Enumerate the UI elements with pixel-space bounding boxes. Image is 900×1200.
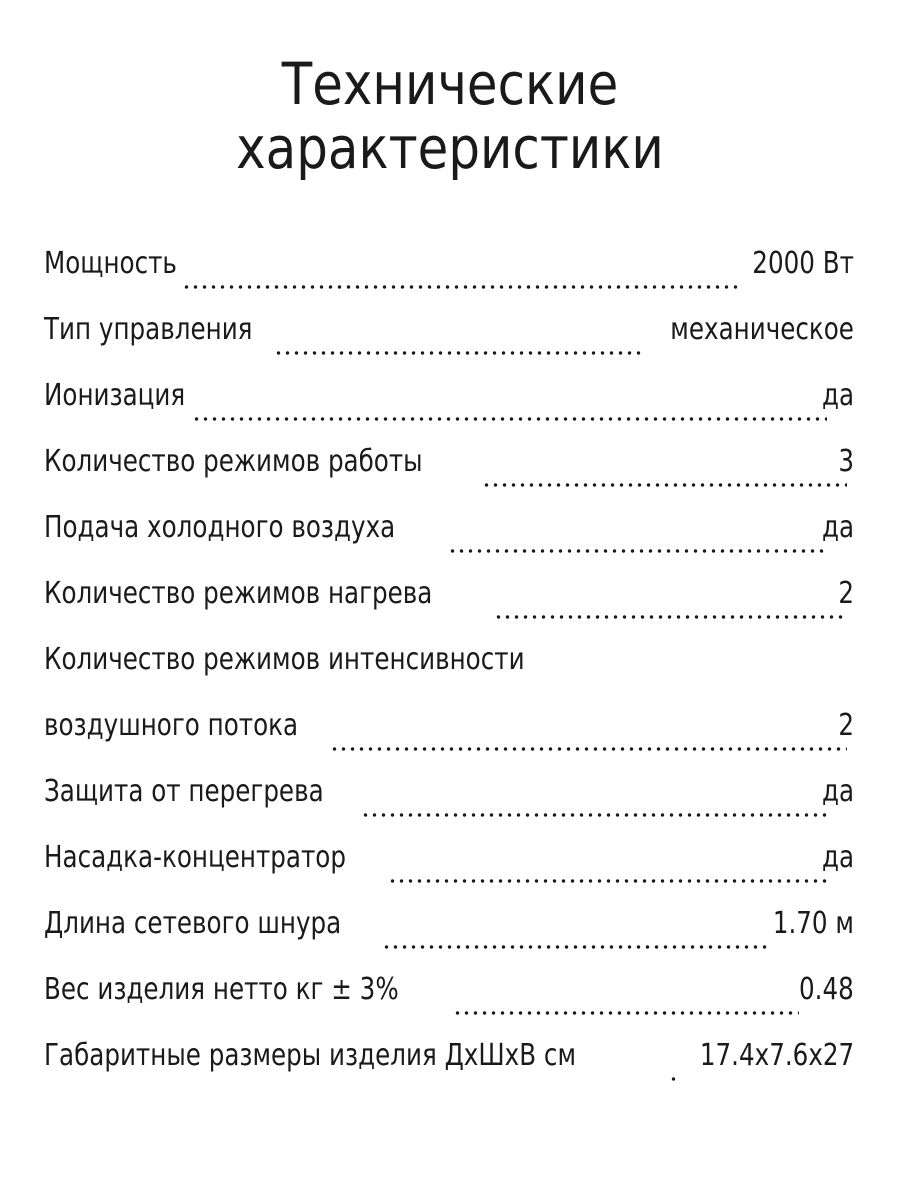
spec-value: да (821, 510, 854, 545)
spec-label: Габаритные размеры изделия ДхШхВ см (44, 1038, 577, 1073)
title-line-1: Технические (281, 50, 619, 118)
spec-value: 2 (838, 708, 854, 743)
spec-label: Подача холодного воздуха (44, 510, 396, 545)
spec-row-dimensions (44, 1030, 854, 1096)
dot-leader (482, 482, 847, 488)
spec-value: 2000 Вт (752, 246, 854, 281)
dot-leader (669, 1076, 678, 1082)
dot-leader (274, 350, 642, 356)
spec-label: Ионизация (44, 378, 186, 413)
spec-row-overheat-protection (44, 766, 854, 832)
spec-row-cord-length (44, 898, 854, 964)
spec-value: 0.48 (799, 972, 854, 1007)
spec-label: Количество режимов интенсивности (44, 642, 525, 677)
spec-label: Вес изделия нетто кг ± 3% (44, 972, 399, 1007)
spec-label: Количество режимов работы (44, 444, 423, 479)
spec-label: воздушного потока (44, 708, 299, 743)
spec-value: да (821, 840, 854, 875)
spec-value: механическое (670, 312, 854, 347)
dot-leader (453, 1010, 800, 1016)
title-line-2: характеристики (236, 114, 664, 182)
page-title (63, 52, 837, 180)
spec-label: Длина сетевого шнура (44, 906, 342, 941)
spec-label: Насадка-концентратор (44, 840, 346, 875)
spec-label: Тип управления (44, 312, 253, 347)
spec-label: Количество режимов нагрева (44, 576, 433, 611)
dot-leader (361, 812, 827, 818)
dot-leader (192, 416, 827, 422)
dot-leader (330, 746, 847, 752)
spec-list (44, 238, 854, 1096)
spec-value: 2 (838, 576, 854, 611)
spec-row-ionization (44, 370, 854, 436)
spec-value: 1.70 м (772, 906, 854, 941)
dot-leader (182, 284, 742, 290)
spec-row-airflow-modes-line1 (44, 634, 854, 700)
dot-leader (494, 614, 847, 620)
spec-value: да (821, 378, 854, 413)
spec-row-cold-air (44, 502, 854, 568)
spec-row-net-weight (44, 964, 854, 1030)
spec-row-operating-modes (44, 436, 854, 502)
spec-row-airflow-modes-line2 (44, 700, 854, 766)
spec-label: Защита от перегрева (44, 774, 324, 809)
spec-row-control-type (44, 304, 854, 370)
dot-leader (388, 878, 827, 884)
spec-row-power (44, 238, 854, 304)
spec-row-heat-modes (44, 568, 854, 634)
dot-leader (448, 548, 827, 554)
spec-row-concentrator (44, 832, 854, 898)
spec-value: да (821, 774, 854, 809)
spec-value: 3 (838, 444, 854, 479)
spec-label: Мощность (44, 246, 177, 281)
dot-leader (382, 944, 767, 950)
spec-value: 17.4x7.6x27 (699, 1038, 854, 1073)
